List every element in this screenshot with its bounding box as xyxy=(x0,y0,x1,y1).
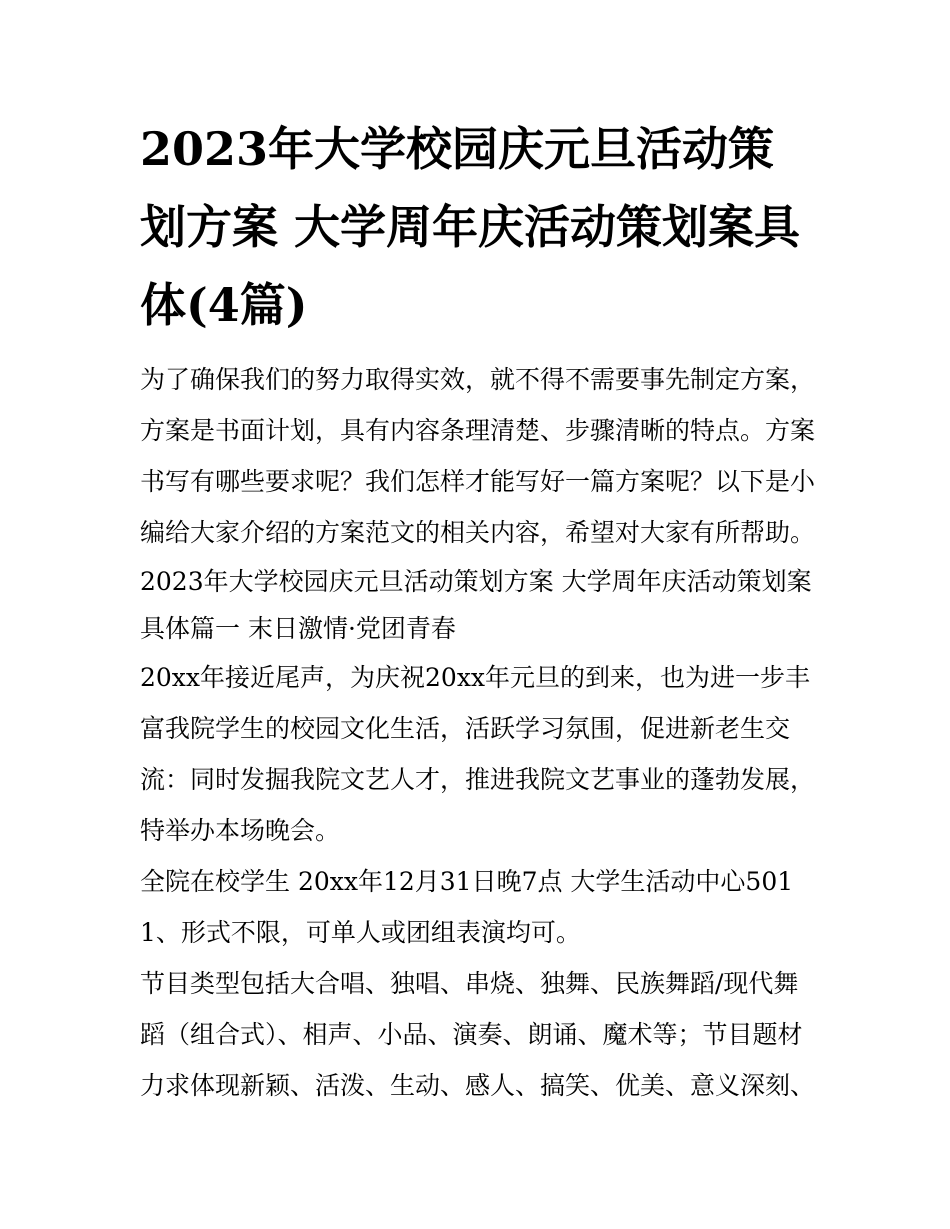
section-heading-paragraph: 2023年大学校园庆元旦活动策划方案 大学周年庆活动策划案具体篇一 末日激情·党团青春 xyxy=(140,567,812,643)
intro-paragraph: 为了确保我们的努力取得实效，就不得不需要事先制定方案，方案是书面计划，具有内容条理清楚、步骤清晰的特点。方案书写有哪些要求呢？我们怎样才能写好一篇方案呢？以下是小编给大家介绍的方案范文的相关内容，希望对大家有所帮助。 xyxy=(140,365,816,547)
document-page xyxy=(140,110,820,1111)
form-paragraph: 1、形式不限，可单人或团组表演均可。 xyxy=(140,918,581,947)
document-body xyxy=(140,354,820,1111)
document-title: 2023年大学校园庆元旦活动策划方案 大学周年庆活动策划案具体(4篇) xyxy=(140,122,801,332)
program-types-paragraph: 节目类型包括大合唱、独唱、串烧、独舞、民族舞蹈/现代舞蹈（组合式）、相声、小品、演奏、朗诵、魔术等；节目题材力求体现新颖、活泼、生动、感人、搞笑、优美、意义深刻、 xyxy=(140,969,816,1100)
time-location-paragraph: 全院在校学生 20xx年12月31日晚7点 大学生活动中心501 xyxy=(140,867,794,896)
background-paragraph: 20xx年接近尾声，为庆祝20xx年元旦的到来，也为进一步丰富我院学生的校园文化生活，活跃学习氛围，促进新老生交流：同时发掘我院文艺人才，推进我院文艺事业的蓬勃发展，特举办本场晚会。 xyxy=(140,663,816,845)
